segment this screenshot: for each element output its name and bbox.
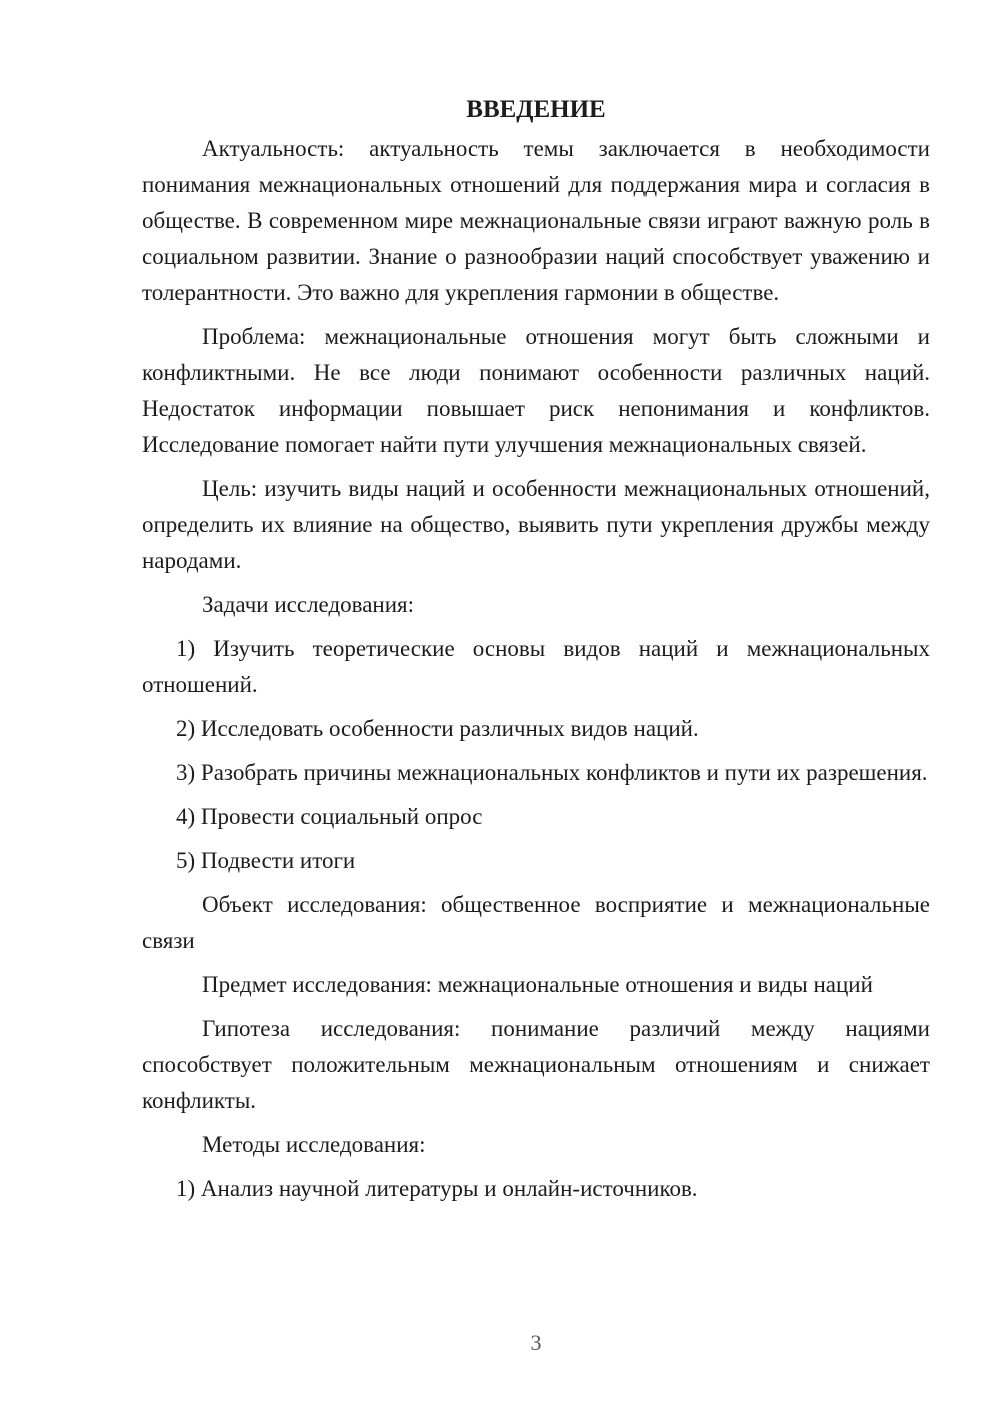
- list-item: 1) Анализ научной литературы и онлайн-источников.: [176, 1176, 698, 1201]
- list-item: 3) Разобрать причины межнациональных конфликтов и пути их разрешения.: [176, 760, 928, 785]
- paragraph: Объект исследования: общественное восприятие и межнациональные связи: [142, 892, 930, 953]
- list-item: 5) Подвести итоги: [176, 848, 356, 873]
- list-item: 2) Исследовать особенности различных видов наций.: [176, 716, 699, 741]
- page-title: ВВЕДЕНИЕ: [466, 96, 606, 123]
- list-item: 1) Изучить теоретические основы видов наций и межнациональных отношений.: [142, 636, 930, 697]
- document-content: [142, 0, 930, 1215]
- document-body: [142, 131, 930, 1207]
- list-item: 4) Провести социальный опрос: [176, 804, 483, 829]
- paragraph: Методы исследования:: [202, 1132, 426, 1157]
- page-number: 3: [530, 1330, 542, 1355]
- paragraph: Цель: изучить виды наций и особенности межнациональных отношений, определить их влияние на общество, выявить пути укрепления дружбы между народами.: [142, 476, 930, 573]
- paragraph: Гипотеза исследования: понимание различий между нациями способствует положительным межнациональным отношениям и снижает конфликты.: [142, 1016, 930, 1113]
- paragraph: Актуальность: актуальность темы заключается в необходимости понимания межнациональных отношений для поддержания мира и согласия в обществе. В современном мире межнациональные связи играют важную роль в социальном развитии. Знание о разнообразии наций способствует уважению и толерантности. Это важно для укрепления гармонии в обществе.: [142, 136, 930, 305]
- paragraph: Задачи исследования:: [202, 592, 415, 617]
- paragraph: Предмет исследования: межнациональные отношения и виды наций: [202, 972, 873, 997]
- paragraph: Проблема: межнациональные отношения могут быть сложными и конфликтными. Не все люди понимают особенности различных наций. Недостаток информации повышает риск непонимания и конфликтов. Исследование помогает найти пути улучшения межнациональных связей.: [142, 324, 930, 457]
